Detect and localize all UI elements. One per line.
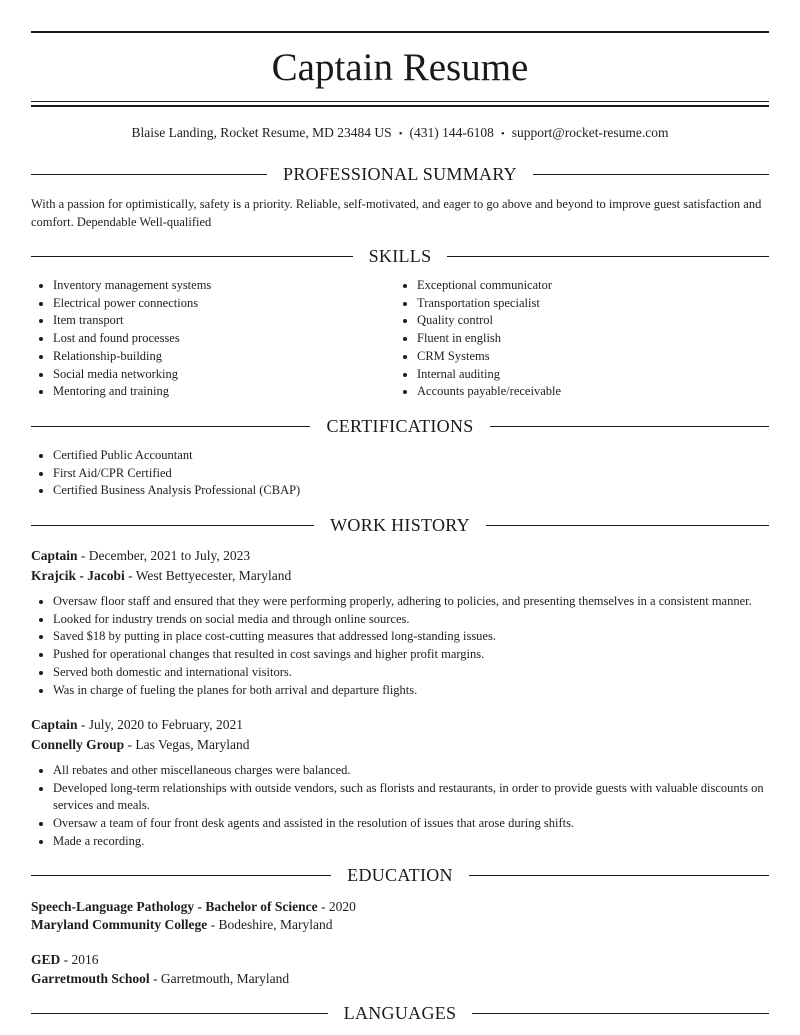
top-rule: [31, 31, 769, 33]
section-rule: [490, 426, 769, 427]
section-header-certifications: [31, 414, 769, 438]
certification-item: • First Aid/CPR Certified: [53, 465, 753, 483]
skill-item: • Mentoring and training: [53, 383, 393, 401]
job-location: - West Bettyecester, Maryland: [124, 568, 292, 583]
education-school-line: [31, 915, 769, 934]
section-rule: [472, 1013, 769, 1014]
certification-item: • Certified Business Analysis Professional (CBAP): [53, 482, 753, 500]
job-bullet: • Developed long-term relationships with outside vendors, such as florists and restaurants, in order to provide guests with valuable discounts on services and meals.: [53, 780, 769, 815]
job-location: - Las Vegas, Maryland: [124, 737, 250, 752]
job-bullet: • Made a recording.: [53, 833, 769, 851]
section-rule: [486, 525, 769, 526]
education-year: - 2016: [60, 952, 99, 967]
skill-item: • Internal auditing: [417, 366, 757, 384]
certification-item: • Certified Public Accountant: [53, 447, 753, 465]
job-bullet: • Oversaw a team of four front desk agents and assisted in the resolution of issues that arose during shifts.: [53, 815, 769, 833]
skill-item: • Transportation specialist: [417, 295, 757, 313]
section-title: PROFESSIONAL SUMMARY: [283, 164, 517, 184]
skill-item: • CRM Systems: [417, 348, 757, 366]
contact-separator: •: [398, 128, 403, 140]
job-bullet: • Served both domestic and international visitors.: [53, 664, 769, 682]
section-title: SKILLS: [368, 246, 432, 266]
skill-item: • Relationship-building: [53, 348, 393, 366]
section-rule: [469, 875, 769, 876]
section-rule: [533, 174, 769, 175]
section-title: CERTIFICATIONS: [326, 416, 474, 436]
job-company-line: [31, 735, 769, 754]
section-header-work-history: [31, 513, 769, 537]
education-degree-line: [31, 950, 769, 969]
job-role: Captain: [31, 548, 78, 563]
section-header-skills: [31, 244, 769, 268]
skill-item: • Lost and found processes: [53, 330, 393, 348]
job-dates: - December, 2021 to July, 2023: [77, 548, 251, 563]
header-rule-thick: [31, 105, 769, 107]
skill-item: • Item transport: [53, 312, 393, 330]
contact-email: support@rocket-resume.com: [511, 125, 669, 140]
education-school: Maryland Community College: [31, 917, 208, 932]
section-rule: [31, 256, 353, 257]
skill-item: • Fluent in english: [417, 330, 757, 348]
job-company-line: [31, 566, 769, 585]
job-dates: - July, 2020 to February, 2021: [77, 717, 243, 732]
skill-item: • Electrical power connections: [53, 295, 393, 313]
header-rule-thin: [31, 101, 769, 102]
education-degree: GED: [31, 952, 61, 967]
section-title: LANGUAGES: [343, 1003, 457, 1023]
section-rule: [31, 875, 331, 876]
section-rule: [31, 1013, 328, 1014]
job-bullet: • Pushed for operational changes that resulted in cost savings and higher profit margins.: [53, 646, 769, 664]
job-bullet: • Looked for industry trends on social media and through online sources.: [53, 611, 769, 629]
skills-list-right: [395, 277, 757, 401]
contact-address: Blaise Landing, Rocket Resume, MD 23484 US: [131, 125, 392, 140]
section-title: WORK HISTORY: [330, 515, 470, 535]
education-school-line: [31, 969, 769, 988]
certifications-list: [31, 447, 753, 500]
section-header-languages: [31, 1001, 769, 1025]
job-bullets: [31, 593, 769, 699]
skill-item: • Quality control: [417, 312, 757, 330]
job-role: Captain: [31, 717, 78, 732]
skill-item: • Accounts payable/receivable: [417, 383, 757, 401]
education-degree: Speech-Language Pathology - Bachelor of Science: [31, 899, 318, 914]
job-company: Krajcik - Jacobi: [31, 568, 125, 583]
contact-phone: (431) 144-6108: [409, 125, 494, 140]
summary-text: With a passion for optimistically, safety is a priority. Reliable, self-motivated, and eager to go above and beyond to improve guest satisfaction and comfort. Dependable Well-qualified: [31, 197, 762, 229]
education-year: - 2020: [317, 899, 356, 914]
skills-list-left: [31, 277, 393, 401]
job-bullet: • Saved $18 by putting in place cost-cutting measures that addressed long-standing issues.: [53, 628, 769, 646]
education-location: - Bodeshire, Maryland: [207, 917, 333, 932]
education-degree-line: [31, 897, 769, 916]
skill-item: • Inventory management systems: [53, 277, 393, 295]
education-school: Garretmouth School: [31, 971, 150, 986]
section-header-summary: [31, 162, 769, 186]
skill-item: • Social media networking: [53, 366, 393, 384]
contact-separator: •: [500, 128, 505, 140]
job-bullet: • Was in charge of fueling the planes for both arrival and departure flights.: [53, 682, 769, 700]
section-rule: [31, 525, 314, 526]
candidate-name: Captain Resume: [271, 46, 529, 89]
job-title-line: [31, 546, 769, 565]
section-title: EDUCATION: [347, 865, 453, 885]
contact-line: [31, 124, 769, 143]
skill-item: • Exceptional communicator: [417, 277, 757, 295]
job-bullet: • Oversaw floor staff and ensured that they were performing properly, adhering to policies, and presenting themselves in a consistent manner.: [53, 593, 769, 611]
job-company: Connelly Group: [31, 737, 125, 752]
job-bullets: [31, 762, 769, 851]
job-bullet: • All rebates and other miscellaneous charges were balanced.: [53, 762, 769, 780]
section-rule: [31, 174, 267, 175]
education-location: - Garretmouth, Maryland: [149, 971, 290, 986]
job-title-line: [31, 715, 769, 734]
section-rule: [31, 426, 310, 427]
section-rule: [447, 256, 769, 257]
section-header-education: [31, 863, 769, 887]
